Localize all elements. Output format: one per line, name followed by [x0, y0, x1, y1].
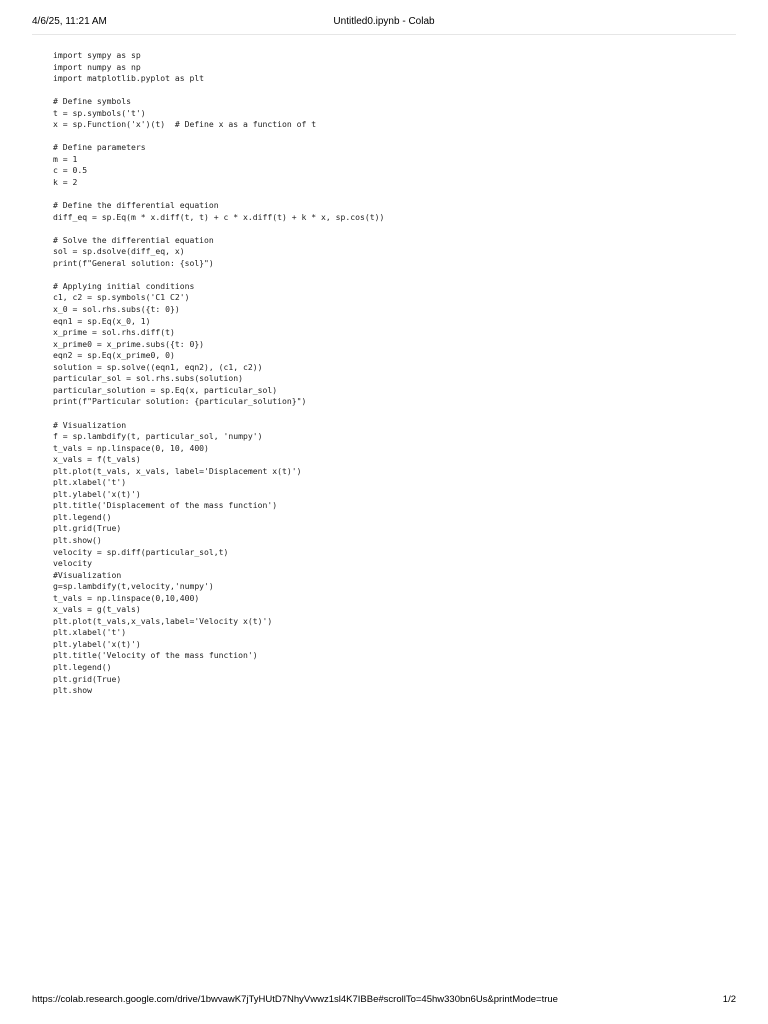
code-line: plt.ylabel('x(t)') [53, 488, 141, 499]
code-line: plt.xlabel('t') [53, 477, 127, 488]
print-header [32, 16, 736, 34]
code-line: import numpy as np [53, 61, 141, 72]
code-line: velocity [53, 558, 92, 569]
code-line: sol = sp.dsolve(diff_eq, x) [53, 246, 185, 257]
code-line: print(f"Particular solution: {particular_solution}") [53, 396, 307, 407]
code-line [53, 223, 713, 235]
code-line: x_vals = f(t_vals) [53, 454, 141, 465]
code-line: x_0 = sol.rhs.subs({t: 0}) [53, 304, 180, 315]
code-line: plt.plot(t_vals,x_vals,label='Velocity x(t)') [53, 615, 273, 626]
code-line: # Define parameters [53, 142, 146, 153]
code-line: plt.ylabel('x(t)') [53, 638, 141, 649]
page-url: https://colab.research.google.com/drive/1bwvawK7jTyHUtD7NhyVwwz1sl4K7IBBe#scrollTo=45hw330bn6Us&printMode=true [32, 994, 558, 1005]
code-line: diff_eq = sp.Eq(m * x.diff(t, t) + c * x.diff(t) + k * x, sp.cos(t)) [53, 211, 385, 222]
code-line: f = sp.lambdify(t, particular_sol, 'numpy') [53, 431, 263, 442]
code-line [53, 131, 713, 143]
code-line: plt.plot(t_vals, x_vals, label='Displacement x(t)') [53, 465, 302, 476]
code-line: import sympy as sp [53, 50, 141, 60]
code-line: velocity = sp.diff(particular_sol,t) [53, 546, 229, 557]
code-line: g=sp.lambdify(t,velocity,'numpy') [53, 581, 214, 592]
code-line: print(f"General solution: {sol}") [53, 257, 214, 268]
code-line: k = 2 [53, 177, 78, 188]
code-line: plt.title('Velocity of the mass function') [53, 650, 258, 661]
header-divider [32, 34, 736, 35]
code-line: plt.legend() [53, 661, 112, 672]
code-line: # Applying initial conditions [53, 280, 195, 291]
code-cell[interactable] [53, 50, 713, 697]
code-line: # Solve the differential equation [53, 234, 214, 245]
code-line: c = 0.5 [53, 165, 88, 176]
code-line: import matplotlib.pyplot as plt [53, 73, 205, 84]
code-line: particular_sol = sol.rhs.subs(solution) [53, 373, 244, 384]
code-line [53, 269, 713, 281]
code-line [53, 85, 713, 97]
code-line [53, 408, 713, 420]
code-line: eqn2 = sp.Eq(x_prime0, 0) [53, 350, 175, 361]
code-line: x_prime = sol.rhs.diff(t) [53, 327, 175, 338]
print-footer [32, 994, 736, 1008]
page-number: 1/2 [722, 994, 736, 1005]
code-line: # Define the differential equation [53, 200, 219, 211]
code-line: x_vals = g(t_vals) [53, 604, 141, 615]
code-line: # Define symbols [53, 96, 131, 107]
code-line: eqn1 = sp.Eq(x_0, 1) [53, 315, 151, 326]
code-line: t = sp.symbols('t') [53, 107, 146, 118]
code-line [53, 189, 713, 201]
code-line: x = sp.Function('x')(t) # Define x as a function of t [53, 119, 317, 130]
code-line: solution = sp.solve((eqn1, eqn2), (c1, c2)) [53, 361, 263, 372]
print-date: 4/6/25, 11:21 AM [32, 16, 107, 27]
code-line: plt.grid(True) [53, 523, 122, 534]
code-line: t_vals = np.linspace(0,10,400) [53, 592, 200, 603]
code-line: plt.show [53, 685, 92, 696]
code-line: plt.legend() [53, 511, 112, 522]
code-line: c1, c2 = sp.symbols('C1 C2') [53, 292, 190, 303]
code-line: plt.show() [53, 534, 102, 545]
code-line: m = 1 [53, 153, 78, 164]
code-line: # Visualization [53, 419, 127, 430]
code-line: plt.xlabel('t') [53, 627, 127, 638]
code-line: #Visualization [53, 569, 122, 580]
code-line: t_vals = np.linspace(0, 10, 400) [53, 442, 209, 453]
code-line: plt.title('Displacement of the mass function') [53, 500, 278, 511]
code-line: x_prime0 = x_prime.subs({t: 0}) [53, 338, 205, 349]
code-line: plt.grid(True) [53, 673, 122, 684]
notebook-title: Untitled0.ipynb - Colab [333, 16, 435, 27]
code-line: particular_solution = sp.Eq(x, particular_sol) [53, 384, 278, 395]
